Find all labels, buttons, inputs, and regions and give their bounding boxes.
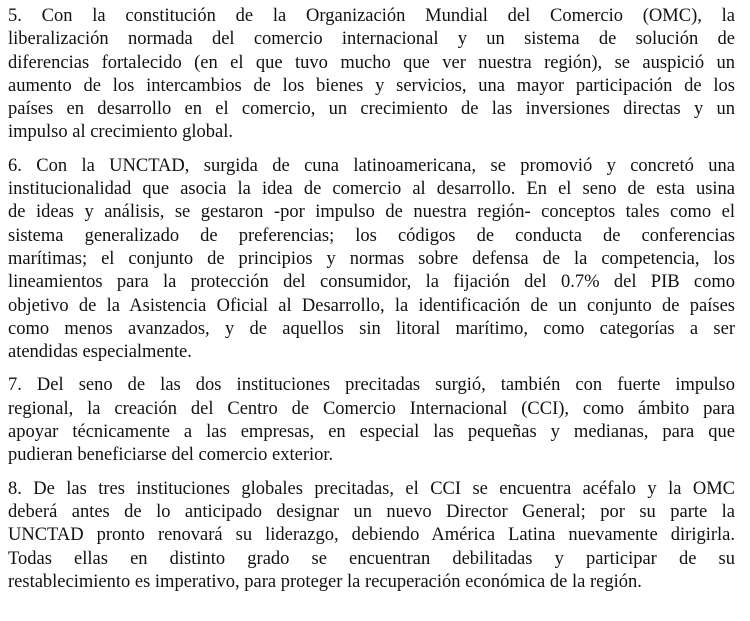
paragraph-5 xyxy=(8,5,735,145)
text-line: sistema generalizado de preferencias; los códigos de conducta de conferencias xyxy=(8,225,735,246)
paragraph-7 xyxy=(8,374,735,467)
text-line: diferencias fortalecido (en el que tuvo mucho que ver nuestra región), se auspició un xyxy=(8,52,735,73)
text-line: 7. Del seno de las dos instituciones precitadas surgió, también con fuerte impulso xyxy=(8,375,735,396)
text-line: UNCTAD pronto renovará su liderazgo, debiendo América Latina nuevamente dirigirla. xyxy=(8,525,735,546)
text-line: impulso al crecimiento global. xyxy=(8,122,234,143)
paragraph-8 xyxy=(8,478,735,594)
text-line: restablecimiento es imperativo, para proteger la recuperación económica de la región. xyxy=(8,571,642,592)
text-line: países en desarrollo en el comercio, un crecimiento de las inversiones directas y un xyxy=(8,99,735,120)
text-line: como menos avanzados, y de aquellos sin litoral marítimo, como categorías a ser xyxy=(8,318,735,339)
text-line: marítimas; el conjunto de principios y normas sobre defensa de la competencia, los xyxy=(8,248,735,269)
text-line: 8. De las tres instituciones globales precitadas, el CCI se encuentra acéfalo y la OMC xyxy=(8,478,735,499)
text-line: institucionalidad que asocia la idea de comercio al desarrollo. En el seno de esta usina xyxy=(8,179,735,200)
text-line: atendidas especialmente. xyxy=(8,342,192,363)
text-line: regional, la creación del Centro de Comercio Internacional (CCI), como ámbito para xyxy=(8,398,735,419)
text-line: liberalización normada del comercio internacional y un sistema de solución de xyxy=(8,29,735,50)
text-line: pudieran beneficiarse del comercio exterior. xyxy=(8,445,334,466)
text-line: objetivo de la Asistencia Oficial al Desarrollo, la identificación de un conjunto de países xyxy=(8,295,735,316)
text-line: apoyar técnicamente a las empresas, en especial las pequeñas y medianas, para que xyxy=(8,422,735,443)
text-line: 5. Con la constitución de la Organización Mundial del Comercio (OMC), la xyxy=(8,6,735,26)
text-line: deberá antes de lo anticipado designar un nuevo Director General; por su parte la xyxy=(8,501,735,522)
document-page xyxy=(8,5,735,594)
text-line: Todas ellas en distinto grado se encuentran debilitadas y participar de su xyxy=(8,548,735,569)
text-line: lineamientos para la protección del consumidor, la fijación del 0.7% del PIB como xyxy=(8,272,735,293)
text-line: 6. Con la UNCTAD, surgida de cuna latinoamericana, se promovió y concretó una xyxy=(8,155,735,176)
text-line: aumento de los intercambios de los bienes y servicios, una mayor participación de los xyxy=(8,75,735,96)
paragraph-6 xyxy=(8,155,735,365)
text-line: de ideas y análisis, se gestaron -por impulso de nuestra región- conceptos tales como el xyxy=(8,202,735,223)
